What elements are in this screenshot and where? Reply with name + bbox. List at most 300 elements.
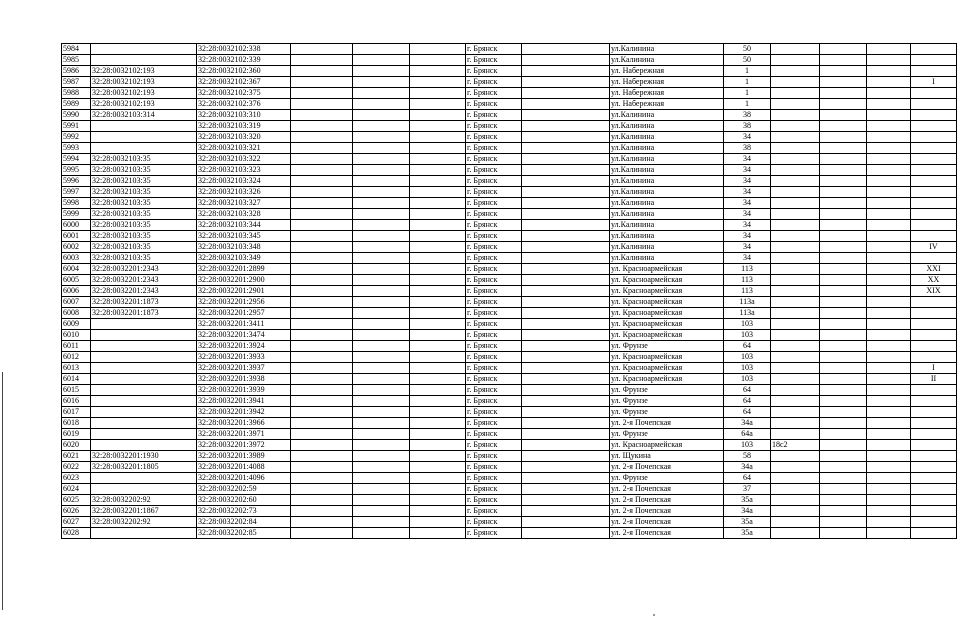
blank-col-6-cell: [410, 297, 466, 308]
house-number-cell: 1: [724, 66, 771, 77]
parent-cadastral-number-cell: [91, 528, 197, 539]
blank-col-12-cell: [820, 88, 867, 99]
scan-margin-line: [2, 372, 3, 610]
blank-col-4-cell: [291, 473, 353, 484]
blank-col-6-cell: [410, 407, 466, 418]
building-cell: [771, 176, 820, 187]
building-cell: [771, 341, 820, 352]
blank-col-5-cell: [353, 429, 410, 440]
parent-cadastral-number-cell: [91, 55, 197, 66]
premises-roman-numeral-cell: [911, 165, 957, 176]
street-cell: ул. Набережная: [610, 66, 724, 77]
table-row: [62, 209, 957, 220]
blank-col-5-cell: [353, 99, 410, 110]
cadastral-number-cell: 32:28:0032102:375: [197, 88, 291, 99]
house-number-cell: 34: [724, 187, 771, 198]
table-row: [62, 253, 957, 264]
house-number-cell: 64: [724, 396, 771, 407]
premises-roman-numeral-cell: [911, 209, 957, 220]
table-row: [62, 121, 957, 132]
blank-col-4-cell: [291, 176, 353, 187]
record-number-cell: 5998: [62, 198, 91, 209]
blank-col-8-cell: [522, 528, 610, 539]
house-number-cell: 34: [724, 209, 771, 220]
blank-col-5-cell: [353, 209, 410, 220]
blank-col-4-cell: [291, 374, 353, 385]
house-number-cell: 34: [724, 231, 771, 242]
blank-col-8-cell: [522, 319, 610, 330]
record-number-cell: 5996: [62, 176, 91, 187]
blank-col-12-cell: [820, 110, 867, 121]
house-number-cell: 37: [724, 484, 771, 495]
house-number-cell: 34а: [724, 418, 771, 429]
street-cell: ул. Красноармейская: [610, 330, 724, 341]
parent-cadastral-number-cell: 32:28:0032103:35: [91, 220, 197, 231]
table-row: [62, 517, 957, 528]
house-number-cell: 64: [724, 407, 771, 418]
blank-col-4-cell: [291, 55, 353, 66]
parent-cadastral-number-cell: 32:28:0032201:2343: [91, 286, 197, 297]
blank-col-12-cell: [820, 198, 867, 209]
premises-roman-numeral-cell: [911, 506, 957, 517]
blank-col-13-cell: [867, 77, 911, 88]
parent-cadastral-number-cell: 32:28:0032103:35: [91, 187, 197, 198]
blank-col-4-cell: [291, 495, 353, 506]
blank-col-13-cell: [867, 528, 911, 539]
blank-col-12-cell: [820, 253, 867, 264]
blank-col-5-cell: [353, 396, 410, 407]
city-cell: г. Брянск: [466, 286, 522, 297]
street-cell: ул. Красноармейская: [610, 440, 724, 451]
premises-roman-numeral-cell: [911, 198, 957, 209]
blank-col-12-cell: [820, 484, 867, 495]
blank-col-5-cell: [353, 484, 410, 495]
blank-col-8-cell: [522, 418, 610, 429]
blank-col-8-cell: [522, 330, 610, 341]
blank-col-6-cell: [410, 77, 466, 88]
building-cell: [771, 99, 820, 110]
parent-cadastral-number-cell: [91, 330, 197, 341]
blank-col-4-cell: [291, 440, 353, 451]
house-number-cell: 113а: [724, 308, 771, 319]
blank-col-4-cell: [291, 407, 353, 418]
blank-col-12-cell: [820, 55, 867, 66]
building-cell: [771, 132, 820, 143]
cadastral-number-cell: 32:28:0032102:360: [197, 66, 291, 77]
blank-col-6-cell: [410, 330, 466, 341]
building-cell: [771, 209, 820, 220]
blank-col-13-cell: [867, 165, 911, 176]
blank-col-13-cell: [867, 473, 911, 484]
building-cell: [771, 308, 820, 319]
blank-col-8-cell: [522, 99, 610, 110]
building-cell: [771, 451, 820, 462]
parent-cadastral-number-cell: 32:28:0032102:193: [91, 99, 197, 110]
blank-col-8-cell: [522, 407, 610, 418]
street-cell: ул. Фрунзе: [610, 473, 724, 484]
blank-col-6-cell: [410, 110, 466, 121]
blank-col-5-cell: [353, 220, 410, 231]
table-row: [62, 396, 957, 407]
blank-col-13-cell: [867, 308, 911, 319]
city-cell: г. Брянск: [466, 517, 522, 528]
blank-col-13-cell: [867, 99, 911, 110]
cadastral-number-cell: 32:28:0032201:3966: [197, 418, 291, 429]
parent-cadastral-number-cell: 32:28:0032201:1873: [91, 308, 197, 319]
city-cell: г. Брянск: [466, 242, 522, 253]
record-number-cell: 6005: [62, 275, 91, 286]
blank-col-4-cell: [291, 341, 353, 352]
building-cell: [771, 198, 820, 209]
city-cell: г. Брянск: [466, 440, 522, 451]
parent-cadastral-number-cell: [91, 418, 197, 429]
table-row: [62, 407, 957, 418]
blank-col-8-cell: [522, 77, 610, 88]
record-number-cell: 5994: [62, 154, 91, 165]
city-cell: г. Брянск: [466, 253, 522, 264]
record-number-cell: 6006: [62, 286, 91, 297]
house-number-cell: 34а: [724, 506, 771, 517]
blank-col-8-cell: [522, 451, 610, 462]
building-cell: [771, 473, 820, 484]
premises-roman-numeral-cell: [911, 88, 957, 99]
blank-col-13-cell: [867, 143, 911, 154]
house-number-cell: 64а: [724, 429, 771, 440]
premises-roman-numeral-cell: [911, 231, 957, 242]
blank-col-6-cell: [410, 528, 466, 539]
blank-col-12-cell: [820, 132, 867, 143]
building-cell: [771, 319, 820, 330]
blank-col-12-cell: [820, 154, 867, 165]
scan-speck: [653, 614, 655, 616]
city-cell: г. Брянск: [466, 506, 522, 517]
premises-roman-numeral-cell: I: [911, 363, 957, 374]
premises-roman-numeral-cell: [911, 220, 957, 231]
street-cell: ул. 2-я Почепская: [610, 462, 724, 473]
parent-cadastral-number-cell: 32:28:0032103:35: [91, 165, 197, 176]
blank-col-13-cell: [867, 418, 911, 429]
parent-cadastral-number-cell: [91, 352, 197, 363]
premises-roman-numeral-cell: [911, 451, 957, 462]
building-cell: [771, 297, 820, 308]
blank-col-6-cell: [410, 418, 466, 429]
city-cell: г. Брянск: [466, 407, 522, 418]
building-cell: [771, 385, 820, 396]
blank-col-6-cell: [410, 308, 466, 319]
blank-col-6-cell: [410, 165, 466, 176]
parent-cadastral-number-cell: [91, 341, 197, 352]
building-cell: [771, 484, 820, 495]
blank-col-13-cell: [867, 286, 911, 297]
cadastral-number-cell: 32:28:0032102:367: [197, 77, 291, 88]
city-cell: г. Брянск: [466, 484, 522, 495]
blank-col-13-cell: [867, 330, 911, 341]
blank-col-8-cell: [522, 264, 610, 275]
blank-col-6-cell: [410, 176, 466, 187]
blank-col-13-cell: [867, 231, 911, 242]
blank-col-5-cell: [353, 253, 410, 264]
street-cell: ул.Калинина: [610, 242, 724, 253]
city-cell: г. Брянск: [466, 220, 522, 231]
blank-col-12-cell: [820, 275, 867, 286]
record-number-cell: 6011: [62, 341, 91, 352]
blank-col-13-cell: [867, 176, 911, 187]
blank-col-5-cell: [353, 132, 410, 143]
cadastral-number-cell: 32:28:0032103:345: [197, 231, 291, 242]
premises-roman-numeral-cell: [911, 396, 957, 407]
blank-col-4-cell: [291, 66, 353, 77]
blank-col-12-cell: [820, 231, 867, 242]
blank-col-13-cell: [867, 253, 911, 264]
blank-col-5-cell: [353, 517, 410, 528]
table-row: [62, 165, 957, 176]
record-number-cell: 6023: [62, 473, 91, 484]
blank-col-12-cell: [820, 297, 867, 308]
blank-col-8-cell: [522, 297, 610, 308]
house-number-cell: 35а: [724, 528, 771, 539]
house-number-cell: 103: [724, 440, 771, 451]
blank-col-6-cell: [410, 99, 466, 110]
blank-col-4-cell: [291, 165, 353, 176]
record-number-cell: 6002: [62, 242, 91, 253]
blank-col-13-cell: [867, 440, 911, 451]
blank-col-6-cell: [410, 242, 466, 253]
record-number-cell: 6015: [62, 385, 91, 396]
street-cell: ул. 2-я Почепская: [610, 506, 724, 517]
premises-roman-numeral-cell: II: [911, 374, 957, 385]
cadastral-number-cell: 32:28:0032103:349: [197, 253, 291, 264]
cadastral-number-cell: 32:28:0032201:3971: [197, 429, 291, 440]
premises-roman-numeral-cell: I: [911, 77, 957, 88]
street-cell: ул.Калинина: [610, 154, 724, 165]
blank-col-4-cell: [291, 451, 353, 462]
blank-col-13-cell: [867, 275, 911, 286]
table-row: [62, 77, 957, 88]
blank-col-8-cell: [522, 132, 610, 143]
street-cell: ул.Калинина: [610, 220, 724, 231]
cadastral-number-cell: 32:28:0032201:3933: [197, 352, 291, 363]
house-number-cell: 34: [724, 132, 771, 143]
blank-col-4-cell: [291, 154, 353, 165]
cadastral-number-cell: 32:28:0032201:3938: [197, 374, 291, 385]
blank-col-12-cell: [820, 385, 867, 396]
street-cell: ул.Калинина: [610, 143, 724, 154]
blank-col-12-cell: [820, 495, 867, 506]
cadastral-number-cell: 32:28:0032201:3474: [197, 330, 291, 341]
blank-col-12-cell: [820, 44, 867, 55]
house-number-cell: 35а: [724, 517, 771, 528]
blank-col-8-cell: [522, 66, 610, 77]
premises-roman-numeral-cell: [911, 528, 957, 539]
blank-col-6-cell: [410, 429, 466, 440]
blank-col-6-cell: [410, 462, 466, 473]
building-cell: [771, 121, 820, 132]
parent-cadastral-number-cell: 32:28:0032103:35: [91, 154, 197, 165]
blank-col-5-cell: [353, 506, 410, 517]
blank-col-8-cell: [522, 506, 610, 517]
blank-col-12-cell: [820, 473, 867, 484]
premises-roman-numeral-cell: [911, 495, 957, 506]
blank-col-5-cell: [353, 55, 410, 66]
blank-col-8-cell: [522, 198, 610, 209]
blank-col-12-cell: [820, 143, 867, 154]
building-cell: [771, 154, 820, 165]
blank-col-6-cell: [410, 66, 466, 77]
parent-cadastral-number-cell: 32:28:0032103:35: [91, 253, 197, 264]
blank-col-6-cell: [410, 517, 466, 528]
table-row: [62, 187, 957, 198]
blank-col-12-cell: [820, 451, 867, 462]
blank-col-8-cell: [522, 165, 610, 176]
street-cell: ул. Красноармейская: [610, 297, 724, 308]
table-row: [62, 66, 957, 77]
house-number-cell: 1: [724, 88, 771, 99]
building-cell: [771, 66, 820, 77]
blank-col-12-cell: [820, 220, 867, 231]
table-row: [62, 275, 957, 286]
premises-roman-numeral-cell: [911, 187, 957, 198]
city-cell: г. Брянск: [466, 528, 522, 539]
street-cell: ул. Фрунзе: [610, 396, 724, 407]
blank-col-5-cell: [353, 121, 410, 132]
blank-col-13-cell: [867, 297, 911, 308]
city-cell: г. Брянск: [466, 396, 522, 407]
record-number-cell: 6008: [62, 308, 91, 319]
table-row: [62, 418, 957, 429]
blank-col-5-cell: [353, 385, 410, 396]
city-cell: г. Брянск: [466, 66, 522, 77]
blank-col-8-cell: [522, 110, 610, 121]
blank-col-5-cell: [353, 495, 410, 506]
blank-col-12-cell: [820, 286, 867, 297]
street-cell: ул. Красноармейская: [610, 275, 724, 286]
cadastral-number-cell: 32:28:0032201:3941: [197, 396, 291, 407]
premises-roman-numeral-cell: [911, 385, 957, 396]
blank-col-12-cell: [820, 418, 867, 429]
building-cell: [771, 286, 820, 297]
blank-col-5-cell: [353, 363, 410, 374]
house-number-cell: 1: [724, 99, 771, 110]
table-row: [62, 44, 957, 55]
blank-col-12-cell: [820, 528, 867, 539]
table-row: [62, 385, 957, 396]
parent-cadastral-number-cell: [91, 132, 197, 143]
table-row: [62, 374, 957, 385]
blank-col-8-cell: [522, 308, 610, 319]
street-cell: ул.Калинина: [610, 44, 724, 55]
cadastral-number-cell: 32:28:0032103:326: [197, 187, 291, 198]
building-cell: [771, 407, 820, 418]
blank-col-4-cell: [291, 517, 353, 528]
street-cell: ул. Красноармейская: [610, 308, 724, 319]
record-number-cell: 5987: [62, 77, 91, 88]
blank-col-8-cell: [522, 231, 610, 242]
premises-roman-numeral-cell: [911, 66, 957, 77]
blank-col-6-cell: [410, 374, 466, 385]
premises-roman-numeral-cell: XXI: [911, 264, 957, 275]
blank-col-8-cell: [522, 55, 610, 66]
blank-col-5-cell: [353, 407, 410, 418]
blank-col-5-cell: [353, 77, 410, 88]
cadastral-number-cell: 32:28:0032103:328: [197, 209, 291, 220]
blank-col-4-cell: [291, 231, 353, 242]
table-row: [62, 440, 957, 451]
city-cell: г. Брянск: [466, 363, 522, 374]
premises-roman-numeral-cell: [911, 110, 957, 121]
record-number-cell: 6022: [62, 462, 91, 473]
blank-col-6-cell: [410, 220, 466, 231]
record-number-cell: 5995: [62, 165, 91, 176]
blank-col-6-cell: [410, 187, 466, 198]
premises-roman-numeral-cell: [911, 484, 957, 495]
parent-cadastral-number-cell: 32:28:0032201:2343: [91, 264, 197, 275]
table-row: [62, 528, 957, 539]
blank-col-12-cell: [820, 341, 867, 352]
record-number-cell: 6003: [62, 253, 91, 264]
premises-roman-numeral-cell: [911, 154, 957, 165]
cadastral-number-cell: 32:28:0032102:338: [197, 44, 291, 55]
blank-col-13-cell: [867, 385, 911, 396]
house-number-cell: 38: [724, 110, 771, 121]
street-cell: ул. 2-я Почепская: [610, 495, 724, 506]
street-cell: ул. Набережная: [610, 88, 724, 99]
cadastral-number-cell: 32:28:0032103:348: [197, 242, 291, 253]
premises-roman-numeral-cell: [911, 517, 957, 528]
house-number-cell: 113а: [724, 297, 771, 308]
premises-roman-numeral-cell: [911, 440, 957, 451]
city-cell: г. Брянск: [466, 99, 522, 110]
cadastral-number-cell: 32:28:0032201:3411: [197, 319, 291, 330]
city-cell: г. Брянск: [466, 451, 522, 462]
blank-col-4-cell: [291, 99, 353, 110]
blank-col-5-cell: [353, 462, 410, 473]
blank-col-6-cell: [410, 451, 466, 462]
building-cell: [771, 264, 820, 275]
record-number-cell: 6000: [62, 220, 91, 231]
blank-col-4-cell: [291, 198, 353, 209]
blank-col-6-cell: [410, 495, 466, 506]
parent-cadastral-number-cell: [91, 143, 197, 154]
record-number-cell: 6019: [62, 429, 91, 440]
street-cell: ул. Фрунзе: [610, 407, 724, 418]
house-number-cell: 113: [724, 286, 771, 297]
cadastral-number-cell: 32:28:0032103:319: [197, 121, 291, 132]
city-cell: г. Брянск: [466, 154, 522, 165]
cadastral-number-cell: 32:28:0032201:3989: [197, 451, 291, 462]
house-number-cell: 34: [724, 242, 771, 253]
cadastral-number-cell: 32:28:0032103:324: [197, 176, 291, 187]
record-number-cell: 6028: [62, 528, 91, 539]
cadastral-number-cell: 32:28:0032103:321: [197, 143, 291, 154]
cadastral-number-cell: 32:28:0032103:327: [197, 198, 291, 209]
street-cell: ул. Красноармейская: [610, 352, 724, 363]
cadastral-number-cell: 32:28:0032103:322: [197, 154, 291, 165]
blank-col-13-cell: [867, 132, 911, 143]
blank-col-6-cell: [410, 396, 466, 407]
blank-col-12-cell: [820, 506, 867, 517]
record-number-cell: 5999: [62, 209, 91, 220]
parent-cadastral-number-cell: [91, 484, 197, 495]
record-number-cell: 5997: [62, 187, 91, 198]
blank-col-4-cell: [291, 297, 353, 308]
blank-col-8-cell: [522, 209, 610, 220]
table-row: [62, 154, 957, 165]
parent-cadastral-number-cell: [91, 374, 197, 385]
building-cell: [771, 220, 820, 231]
blank-col-8-cell: [522, 363, 610, 374]
blank-col-12-cell: [820, 121, 867, 132]
city-cell: г. Брянск: [466, 341, 522, 352]
